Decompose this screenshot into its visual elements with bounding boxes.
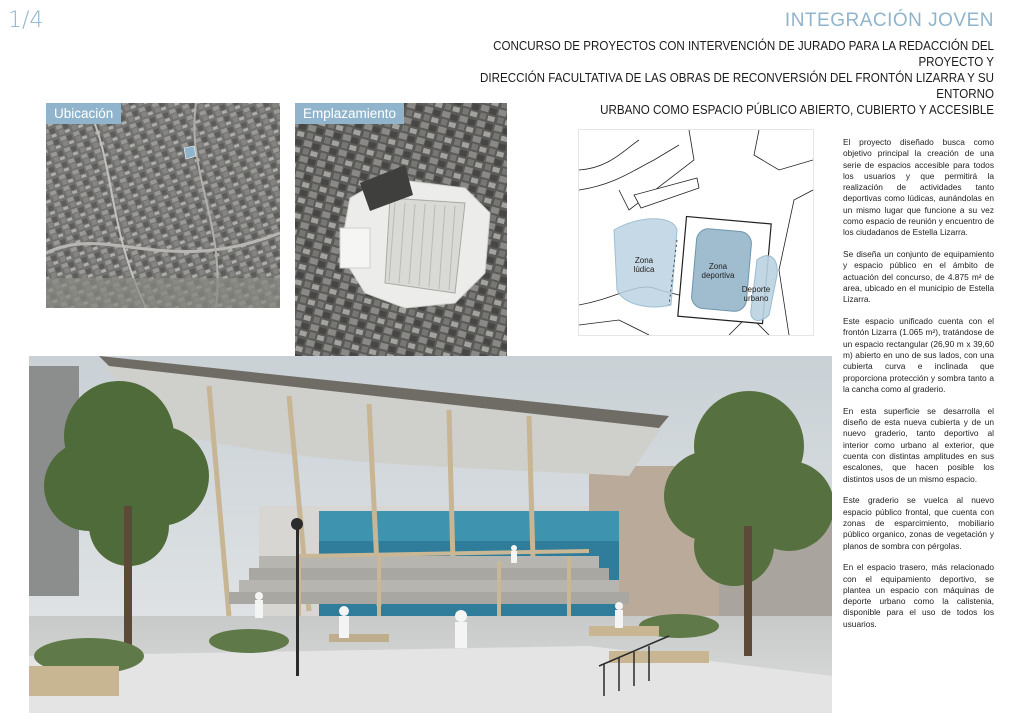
description-paragraph: En esta superficie se desarrolla el diseño de esta nueva cubierta y de un nuevo graderio, tanto deportivo al interior como urbano al exterior, que cuenta con distintas amplitudes en sus escalones, que hacen posible los distintos usos de un mismo espacio. <box>843 405 994 484</box>
description-paragraph: En el espacio trasero, más relacionado con el equipamiento deportivo, se plantea un espacio con máquinas de deporte urbano como la calistenia, disponible para el uso de todos los usuarios. <box>843 562 994 629</box>
headline-line: CONCURSO DE PROYECTOS CON INTERVENCIÓN DE JURADO PARA LA REDACCIÓN DEL PROYECTO Y <box>493 39 994 69</box>
zones-plan <box>579 130 813 335</box>
project-render <box>29 356 832 713</box>
description-paragraph: Este graderio se vuelca al nuevo espacio público frontal, que cuenta con zonas de esparcimiento, mobiliario público organico, zonas de vegetación y planos de sombra con pérgolas. <box>843 495 994 551</box>
headline-line: URBANO COMO ESPACIO PÚBLICO ABIERTO, CUBIERTO Y ACCESIBLE <box>600 103 994 117</box>
zone-ludica-label: Zona lúdica <box>633 256 655 274</box>
description-paragraph: Este espacio unificado cuenta con el frontón Lizarra (1.065 m²), tratándose de un espacio rectangular (26,90 m x 39,60 m) abierto en uno de sus lados, con una cubierta curva e inclinada que proporciona protección y sombra tanto a la cancha como al graderio. <box>843 316 994 394</box>
headline <box>479 38 994 118</box>
project-description <box>843 137 994 641</box>
zones-diagram <box>578 129 814 336</box>
page-number: 1/4 <box>8 8 44 33</box>
headline-line: DIRECCIÓN FACULTATIVA DE LAS OBRAS DE RECONVERSIÓN DEL FRONTÓN LIZARRA Y SU ENTORNO <box>480 71 994 101</box>
location-map-label: Ubicación <box>46 103 121 124</box>
site-aerial-image <box>295 103 507 356</box>
location-aerial-image <box>46 103 280 308</box>
zone-urbano-label: Deporte urbano <box>741 285 771 303</box>
description-paragraph: El proyecto diseñado busca como objetivo principal la creación de una serie de espacios accesible para todos los usuarios y que permitirá la realización de actividades tanto deportivas como lúdicas, aunándolas en un mismo lugar que funcione a su vez como espacio de reunión y encuentro de los ciudadanos de Estella Lizarra. <box>843 137 994 238</box>
site-plan <box>295 103 507 356</box>
render-image <box>29 356 832 713</box>
site-plan-label: Emplazamiento <box>295 103 404 124</box>
zone-deportiva-label: Zona deportiva <box>701 262 735 280</box>
location-map <box>46 103 280 308</box>
brand-title: INTEGRACIÓN JOVEN <box>784 10 994 31</box>
description-paragraph: Se diseña un conjunto de equipamiento y espacio público en el ámbito de actuación del concurso, de 4.875 m² de area, ubicado en el municipio de Estella Lizarra. <box>843 249 994 305</box>
